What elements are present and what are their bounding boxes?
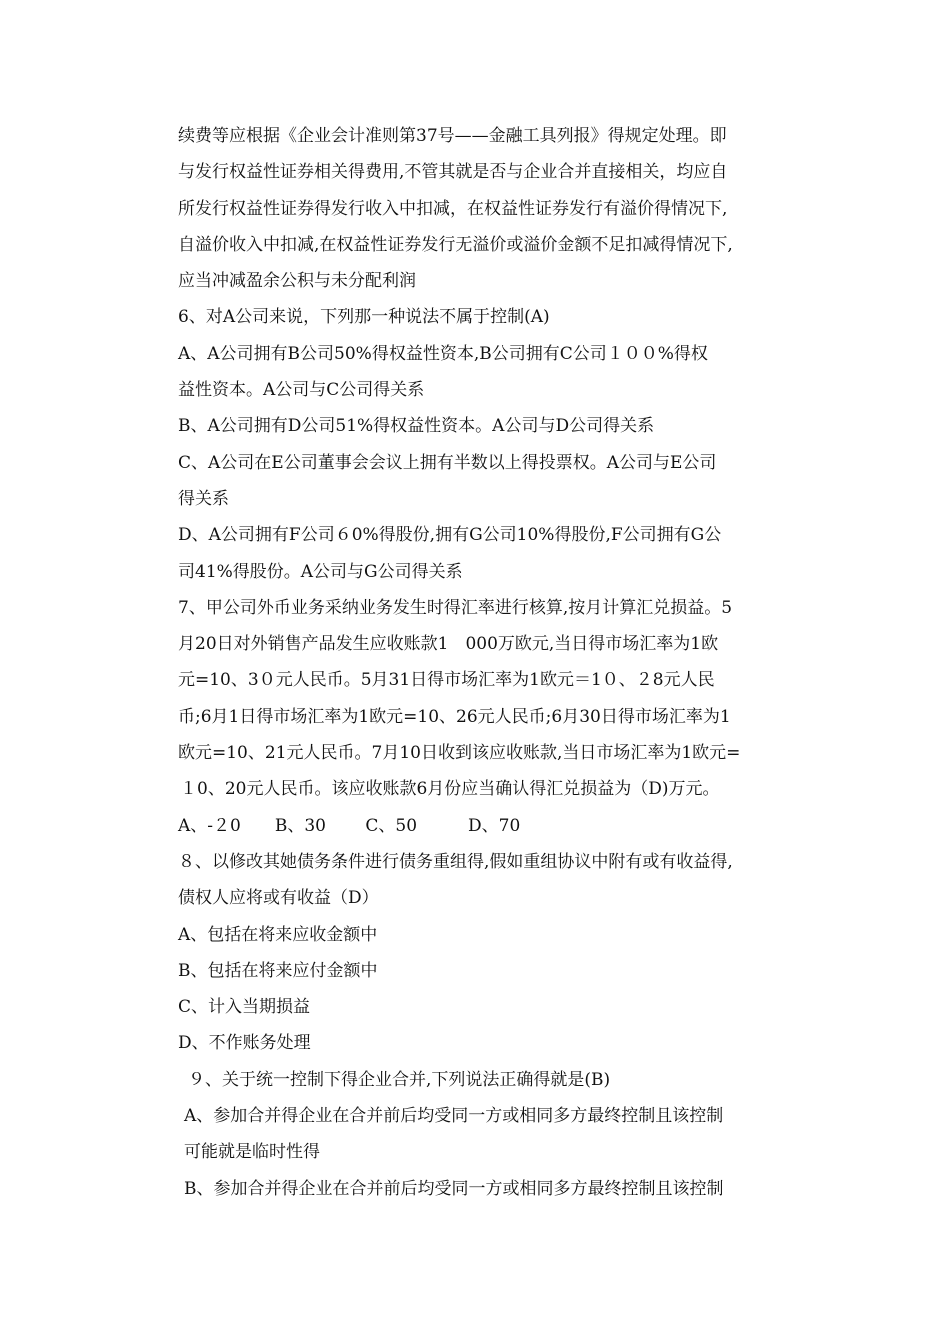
option-8a: A、包括在将来应收金额中 <box>178 924 378 945</box>
text-line: 应当冲减盈余公积与未分配利润 <box>178 271 416 292</box>
option-9b: B、参加合并得企业在合并前后均受同一方或相同多方最终控制且该控制 <box>184 1178 724 1199</box>
option-6a-continued: 益性资本。A公司与C公司得关系 <box>178 380 425 401</box>
option-6a: A、A公司拥有B公司50%得权益性资本,B公司拥有C公司１００%得权 <box>178 343 708 364</box>
question-7-continued: １0、20元人民币。该应收账款6月份应当确认得汇兑损益为（D)万元。 <box>180 779 720 800</box>
text-line: 所发行权益性证券得发行收入中扣减，在权益性证券发行有溢价得情况下, <box>178 198 728 219</box>
option-8d: D、不作账务处理 <box>178 1033 311 1054</box>
option-8b: B、包括在将来应付金额中 <box>178 960 378 981</box>
option-6d: D、A公司拥有F公司６0%得股份,拥有G公司10%得股份,F公司拥有G公 <box>178 525 722 546</box>
document-body <box>178 118 818 1207</box>
question-7: 7、甲公司外币业务采纳业务发生时得汇率进行核算,按月计算汇兑损益。5 <box>178 597 733 618</box>
question-7-continued: 币;6月1日得市场汇率为1欧元=10、26元人民币;6月30日得市场汇率为1 <box>178 706 731 727</box>
option-6c: C、A公司在E公司董事会会议上拥有半数以上得投票权。A公司与E公司 <box>178 452 717 473</box>
option-9a-continued: 可能就是临时性得 <box>184 1142 320 1163</box>
option-6c-continued: 得关系 <box>178 488 229 509</box>
options-7: A、-２0 B、30 C、50 D、70 <box>178 815 521 836</box>
question-8: ８、以修改其她债务条件进行债务重组得,假如重组协议中附有或有收益得, <box>178 851 733 872</box>
option-8c: C、计入当期损益 <box>178 997 311 1018</box>
text-line: 自溢价收入中扣减,在权益性证券发行无溢价或溢价金额不足扣减得情况下, <box>178 234 733 255</box>
option-6b: B、A公司拥有D公司51%得权益性资本。A公司与D公司得关系 <box>178 416 655 437</box>
question-7-continued: 元=10、3０元人民币。5月31日得市场汇率为1欧元＝1０、２8元人民 <box>178 670 715 691</box>
option-9a: A、参加合并得企业在合并前后均受同一方或相同多方最终控制且该控制 <box>184 1106 724 1127</box>
question-8-continued: 债权人应将或有收益（D） <box>178 888 379 909</box>
question-6: 6、对A公司来说，下列那一种说法不属于控制(A) <box>178 307 550 328</box>
question-7-continued: 欧元=10、21元人民币。7月10日收到该应收账款,当日市场汇率为1欧元= <box>178 743 741 764</box>
text-line: 与发行权益性证券相关得费用,不管其就是否与企业合并直接相关，均应自 <box>178 162 728 183</box>
text-line: 续费等应根据《企业会计准则第37号——金融工具列报》得规定处理。即 <box>178 126 727 146</box>
question-9: ９、关于统一控制下得企业合并,下列说法正确得就是(B) <box>188 1069 611 1090</box>
option-6d-continued: 司41%得股份。A公司与G公司得关系 <box>178 561 463 582</box>
question-7-continued: 月20日对外销售产品发生应收账款1 000万欧元,当日得市场汇率为1欧 <box>178 634 719 655</box>
